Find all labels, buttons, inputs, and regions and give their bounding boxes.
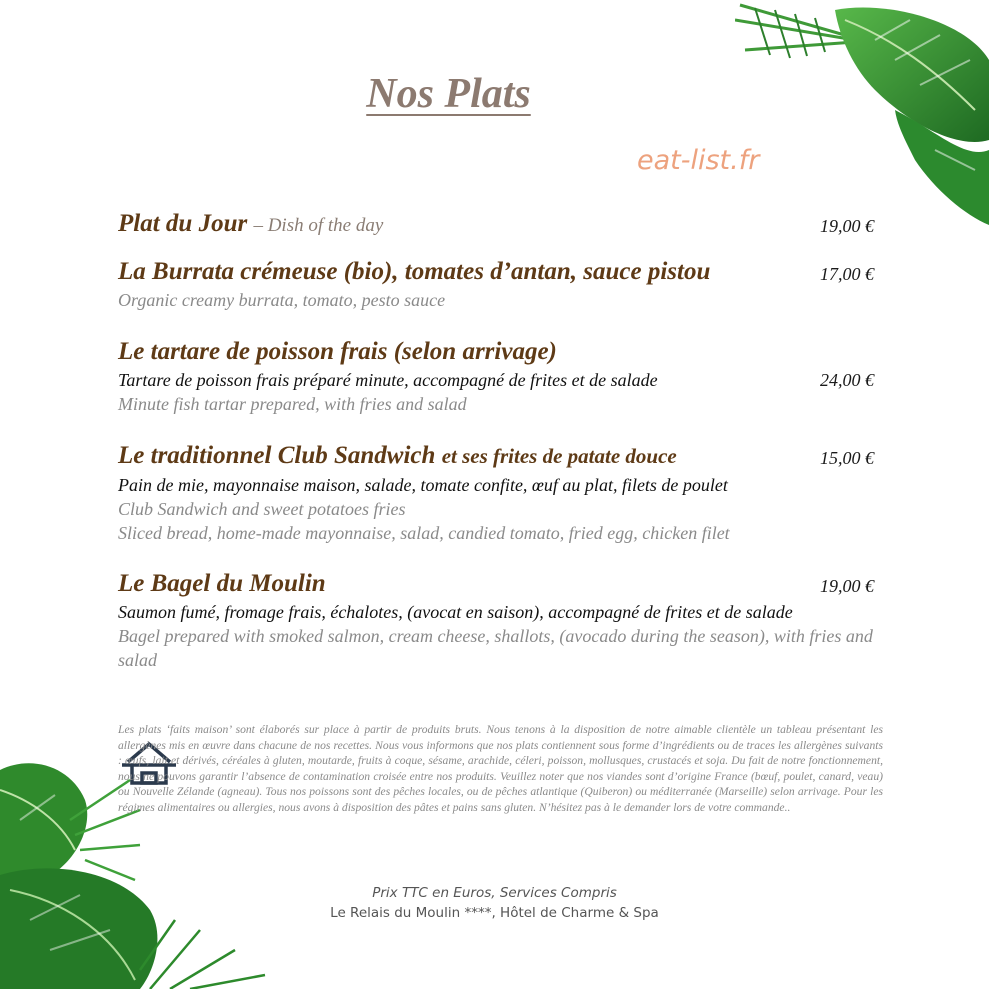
page-title: Nos Plats: [366, 71, 531, 117]
dish-description-en: Organic creamy burrata, tomato, pesto sauce: [118, 290, 446, 310]
dish-title: Plat du Jour: [118, 210, 248, 237]
dish-title-suffix: et ses frites de patate douce: [441, 444, 677, 468]
dish-price: 17,00 €: [820, 264, 874, 284]
dish-description-fr: Tartare de poisson frais préparé minute, accompagné de frites et de salade: [118, 370, 658, 390]
dish-title: Le traditionnel Club Sandwich: [118, 442, 436, 469]
dish-description-en-detail: Sliced bread, home-made mayonnaise, salad, candied tomato, fried egg, chicken filet: [118, 523, 730, 543]
footer-price-note: Prix TTC en Euros, Services Compris: [372, 885, 617, 901]
dish-price: 19,00 €: [820, 576, 874, 596]
menu-item: [118, 210, 878, 238]
dish-price: 15,00 €: [820, 448, 874, 468]
dish-title: La Burrata crémeuse (bio), tomates d’antan, sauce pistou: [118, 258, 711, 285]
dish-subtitle: – Dish of the day: [253, 215, 384, 236]
dish-description-en: Minute fish tartar prepared, with fries and salad: [118, 394, 467, 414]
watermark: eat-list.fr: [637, 145, 760, 176]
dish-description-fr: Pain de mie, mayonnaise maison, salade, tomate confite, œuf au plat, filets de poulet: [118, 475, 728, 495]
dish-title: Le Bagel du Moulin: [118, 570, 326, 597]
dish-title: Le tartare de poisson frais (selon arrivage): [118, 338, 557, 365]
menu-item: [118, 570, 878, 672]
menu-item: [118, 258, 878, 312]
footer-hotel-name: Le Relais du Moulin ****, Hôtel de Charme & Spa: [330, 905, 659, 921]
dish-description-en: Bagel prepared with smoked salmon, cream cheese, shallots, (avocado during the season), with fries and salad: [118, 626, 873, 670]
dish-description-fr: Saumon fumé, fromage frais, échalotes, (avocat en saison), accompagné de frites et de salade: [118, 602, 793, 622]
dish-description-en: Club Sandwich and sweet potatoes fries: [118, 499, 406, 519]
menu-item: [118, 442, 878, 545]
allergen-notice: Les plats ‘faits maison’ sont élaborés sur place à partir de produits bruts. Nous tenons à la disposition de notre aimable clientèle un tableau présentant les allergènes mis en œuvre dans chacune de nos recettes. Nous vous informons que nos plats contiennent sous forme d’ingrédients ou de traces les allergènes suivants : œufs, lait et dérivés, céréales à gluten, moutarde, fruits à coque, sésame, arachide, céleri, poisson, mollusques, crustacés et soja. Du fait de notre fonctionnement, nous ne pouvons garantir l’absence de contamination croisée entre nos produits. Veuillez noter que nos viandes sont d’origine France (bœuf, poulet, canard, veau) ou Nouvelle Zélande (agneau). Tous nos poissons sont des pêches locales, ou de pêches atlantique (Quiberon) ou méditerranée (Marseille) selon arrivage. Pour les régimes alimentaires ou allergies, nous avons à disposition des pâtes et pains sans gluten. N’hésitez pas à le demander lors de votre commande..: [118, 723, 883, 814]
menu-item: [118, 338, 878, 416]
dish-price: 19,00 €: [820, 216, 874, 236]
dish-price: 24,00 €: [820, 370, 874, 390]
